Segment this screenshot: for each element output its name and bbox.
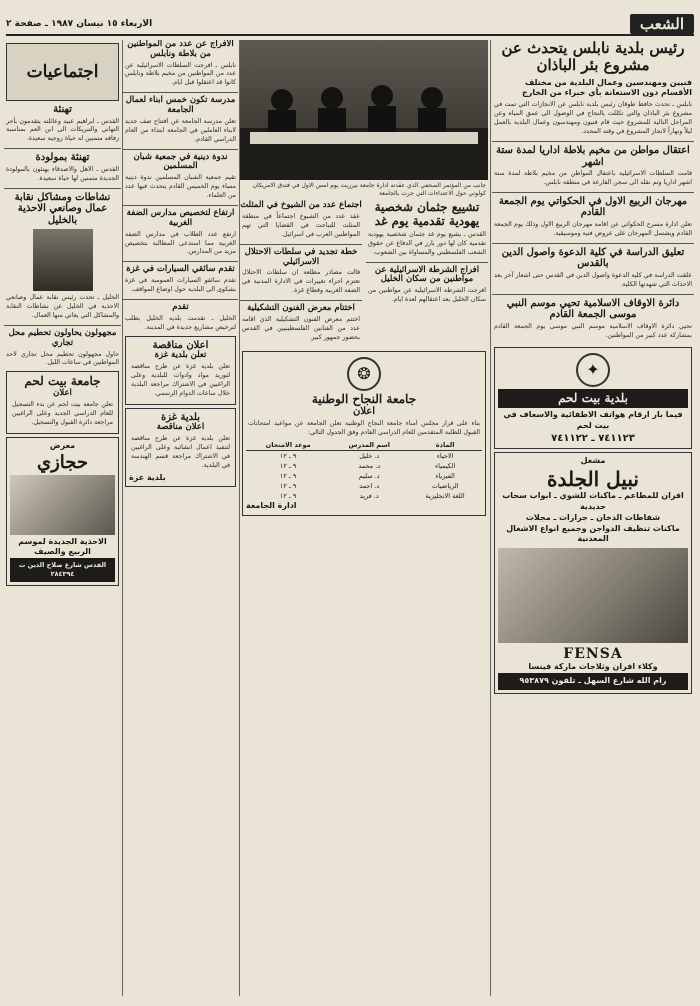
exam-table — [246, 440, 482, 501]
article-body: الخليل ـ تقدمت بلدية الخليل بطلب لترخيص مشاريع جديدة في المدينة. — [125, 314, 236, 331]
table-row: الاحياء د. خليل ٩ ـ ١٢ — [279, 451, 454, 460]
article-body: افرجت الشرطة الاسرائيلية عن مواطنين من سكان الخليل بعد اعتقالهم لعدة ايام. — [368, 287, 486, 304]
article-title: نشاطات ومشاكل نقابة عمال وصانعي الاحذية بالخليل — [14, 191, 111, 226]
article-body: عقد عدد من الشيوخ اجتماعاً في منطقة المثلث للتباحث في القضايا التي تهم المواطنين العرب في اسرائيل. — [242, 212, 360, 238]
gaza-tender-ad-2 — [125, 408, 236, 488]
article-body: قالت مصادر مطلعة ان سلطات الاحتلال تعتزم اجراء تغييرات في الادارة المدنية في الضفة الغربية وقطاع غزة. — [242, 269, 360, 295]
ad-footer: القدس شارع صلاح الدين ت ٢٨٤٣٩٤ — [10, 558, 115, 582]
ad-line: افران للمطاعم ـ ماكنات للشوي ـ ابواب سحاب حديدية — [502, 491, 684, 512]
ad-nabil-jaldeh — [494, 452, 692, 693]
article-title: تقدم سائقي السيارات في غزة — [126, 264, 235, 275]
notice-footer: ادارة الجامعة — [246, 500, 297, 510]
mid-subcolumn-left — [240, 201, 362, 345]
article-title: مجهولون يحاولون تحطيم محل تجاري — [8, 328, 117, 348]
article-title: تشييع جثمان شخصية يهودية تقدمية يوم غد — [374, 200, 480, 228]
ad-bethlehem-municipality — [494, 347, 692, 450]
university-emblem-icon: ❂ — [347, 357, 381, 391]
notice-title: جامعة النجاح الوطنية — [311, 391, 417, 406]
article-body: ارتفع عدد الطلاب في مدارس الضفة الغربية مما استدعى المطالبة بتخصيص مزيد من المدارس. — [125, 230, 236, 256]
newspaper-logo: الشعب — [630, 14, 694, 34]
midleft-column — [123, 40, 238, 998]
ad-title: بلدية بيت لحم — [498, 389, 688, 409]
lead-body: نابلس ـ تحدث حافظ طوقان رئيس بلدية نابلس عن الانجازات التي تمت في مشروع بئر الباذان والتي تكللت بالنجاح في الوصول الى عمق المياه وعن المراحل التالية للمشروع حيث قام فنيون ومهندسون وعمال البلدية بالعمل ليلاً ونهاراً لانجاز المشروع في وقته المحدد. — [494, 101, 692, 136]
article-title: تهنئة بمولودة — [35, 152, 90, 164]
ad-title: جامعة بيت لحم — [24, 374, 101, 389]
article-body: قامت السلطات الاسرائيلية باعتقال المواطن من مخيم بلاطة لمدة ستة اشهر اداريا وتم نقله الى سجن الفارعة في منطقة نابلس. — [494, 170, 692, 186]
ad-line: شفاطات الدخان ـ جرارات ـ مجلات — [525, 512, 661, 522]
social-header: اجتماعيات — [26, 62, 99, 82]
article-body: القدس ـ يشيع يوم غد جثمان شخصية يهودية تقدمية كان لها دور بارز في الدفاع عن حقوق الشعب الفلسطيني والمساواة بين الشعوب. — [368, 230, 486, 256]
ad-title: بلدية غزة — [161, 411, 200, 423]
bethlehem-university-ad — [6, 371, 119, 433]
table-row: الفيزياء د. سليم ٩ ـ ١٢ — [279, 471, 455, 480]
table-row: الكيمياء د. محمد ٩ ـ ١٢ — [279, 461, 456, 470]
article-title: خطة تجديد في سلطات الاحتلال الاسرائيلي — [244, 246, 358, 267]
article-title: مدرسة تكون خمس ابناء لعمال الجامعة — [125, 95, 236, 116]
article-body: تعلن مدرسة الجامعة عن افتتاح صف جديد لابناء العاملين في الجامعة ابتداء من العام الدراسي القادم. — [125, 117, 236, 143]
ad-text: فيما بار ارقام هواتف الاطفائية والاسعاف في بيت لحم — [503, 410, 683, 431]
ad-title: حجازي — [36, 451, 88, 473]
article-title: دائرة الاوقاف الاسلامية تحيي موسم النبي موسى الجمعة القادم — [506, 297, 680, 321]
table-header: موعد الامتحان — [246, 440, 330, 451]
table-header: اسم المدرس — [330, 440, 408, 451]
ad-body: تعلن جامعة بيت لحم عن بدء التسجيل للعام الدراسي الجديد وعلى الراغبين مراجعة دائرة القبول والتسجيل. — [12, 400, 113, 426]
social-header-box — [6, 43, 119, 101]
ad-phones: ٧٤١١٢٣ ـ ٧٤١١٢٢ — [551, 432, 635, 444]
najah-university-notice — [242, 351, 486, 516]
ad-subtitle: تعلن بلدية غزة — [154, 350, 207, 361]
ad-title: اعلان مناقصة — [152, 339, 209, 351]
article-body: الخليل ـ تحدث رئيس نقابة عمال وصانعي الاحذية في الخليل عن نشاطات النقابة والمشاكل التي يعاني منها العمال. — [6, 294, 119, 320]
table-row: اللغة الانجليزية د. فريد ٩ ـ ١٢ — [279, 491, 465, 500]
table-header: المادة — [408, 440, 482, 451]
article-title: اجتماع عدد من الشيوخ في المثلث — [240, 200, 362, 211]
ad-subtitle: اعلان مناقصة — [156, 422, 205, 433]
ad-address: رام الله شارع السهل ـ تلفون ٩٥٣٨٧٩ — [498, 673, 688, 690]
notice-subtitle: اعلان — [352, 406, 376, 418]
hijazi-shoes-ad — [6, 437, 119, 586]
article-title: ندوة دينية في جمعية شبان المسلمين — [133, 151, 228, 172]
middle-column — [240, 40, 488, 998]
article-body: تقيم جمعية الشبان المسلمين ندوة دينية مساء يوم الخميس القادم يتحدث فيها عدد من العلماء. — [125, 174, 236, 200]
oven-photo — [498, 548, 688, 643]
shoes-photo — [10, 475, 115, 535]
ad-body: الاحذية الجديدة لموسم الربيع والصيف — [18, 536, 107, 557]
press-conference-photo — [240, 40, 488, 180]
municipality-emblem-icon: ✦ — [576, 353, 610, 387]
gaza-tender-ad — [125, 336, 236, 405]
lead-deck: فنيين ومهندسين وعمال البلدية من مختلف الأقسام دون الاستعانة بأي خبراء من الخارج — [522, 77, 692, 97]
article-title: الافراج عن عدد من المواطنين من بلاطة ونابلس — [127, 40, 234, 59]
article-title: تقدم — [172, 302, 189, 313]
ad-brand: FENSA — [563, 646, 623, 663]
photo-caption: جانب من المؤتمر الصحفي الذي عقدته ادارة جامعة بيرزيت يوم امس الاول في فندق الامريكان كولوني حول الاعتداءات التي جرت بالجامعة — [252, 182, 486, 198]
right-column — [492, 40, 694, 998]
lead-headline: رئيس بلدية نابلس يتحدث عن مشروع بئر الباذان — [501, 40, 685, 75]
article-body: تقدم سائقو السيارات العمومية في غزة بشكوى الى البلدية حول اوضاع المواقف. — [125, 277, 236, 294]
ad-subtitle: معرض — [49, 440, 76, 450]
article-title: تعليق الدراسة في كلية الدعوة واصول الدين بالقدس — [501, 246, 685, 270]
ad-body: تعلن بلدية غزة عن طرح مناقصة لتوريد مواد وادوات للبلدية وعلى الراغبين في الاشتراك مراجعة البلدية خلال ساعات الدوام الرسمي. — [131, 362, 230, 397]
article-title: افراج الشرطة الاسرائيلية عن مواطنين من سكان الخليل — [374, 264, 480, 285]
article-title: مهرجان الربيع الاول في الحكواتي يوم الجمعة القادم — [498, 195, 688, 219]
mid-subcolumn-right — [366, 201, 488, 345]
dateline: الاربعاء ١٥ نيسان ١٩٨٧ ـ صفحة ٢ — [6, 19, 153, 29]
ad-top: مشغل — [580, 456, 606, 466]
article-body: تعلن ادارة مسرح الحكواتي عن اقامة مهرجان الربيع الاول وذلك يوم الجمعة القادم ويشتمل المهرجان على عروض فنية وموسيقية. — [494, 220, 692, 237]
article-body: القدس ـ الاهل والاصدقاء يهنئون بالمولودة الجديدة متمنين لها حياة سعيدة. — [6, 165, 119, 182]
article-title: تهنئة — [53, 104, 72, 115]
article-title: ارتفاع لتخصيص مدارس الضفة الغربية — [126, 208, 235, 228]
ad-subtitle: اعلان — [53, 388, 72, 399]
ad-agent: وكلاء افران وثلاجات ماركة فينسا — [528, 662, 658, 672]
ad-footer: بلدية غزة — [129, 472, 166, 482]
photo-figures — [240, 40, 488, 180]
ad-body: تعلن بلدية غزة عن طرح مناقصة لتنفيذ اعمال انشائية وعلى الراغبين في الاشتراك مراجعة قسم الهندسة في البلدية. — [131, 434, 230, 469]
ad-title: نبيل الجلدة — [547, 467, 639, 492]
article-body: نابلس ـ افرجت السلطات الاسرائيلية عن عدد من المواطنين من مخيم بلاطة ونابلس كانوا قد اعتقلوا قبل ايام. — [125, 61, 236, 87]
ad-line: ماكنات تنظيف الدواجن وجميع انواع الاشغال المعدنية — [506, 523, 680, 544]
article-body: اختتم معرض الفنون التشكيلية الذي اقامه عدد من الفنانين الفلسطينيين في القدس بحضور جمهور كبير. — [242, 315, 360, 341]
article-body: علقت الدراسة في كلية الدعوة واصول الدين في القدس حتى اشعار آخر بعد الاحداث التي شهدتها الكلية. — [494, 271, 692, 288]
left-column — [4, 40, 121, 998]
notice-body: بناء على قرار مجلس امناء جامعة النجاح الوطنية تعلن الجامعة عن مواعيد امتحانات القبول للطلبة المتقدمين للعام الدراسي القادم وفق الجدول التالي: — [248, 419, 480, 436]
table-row: الرياضيات د. احمد ٩ ـ ١٢ — [279, 481, 459, 490]
article-body: تحيي دائرة الاوقاف الاسلامية موسم النبي موسى يوم الجمعة القادم بمشاركة عدد كبير من المواطنين. — [494, 322, 692, 339]
masthead — [6, 14, 694, 36]
article-body: حاول مجهولون تحطيم محل تجاري لاحد المواطنين في ساعات الليل. — [6, 350, 119, 367]
portrait-photo — [33, 229, 93, 291]
article-body: القدس ـ ابراهيم عبيد وعائلته يتقدمون بأحر التهاني والتبريكات الى ابن العم بمناسبة زفافه متمنين له حياة زوجية سعيدة. — [6, 117, 119, 143]
article-title: اختتام معرض الفنون التشكيلية — [247, 303, 355, 314]
article-title: اعتقال مواطن من مخيم بلاطة اداريا لمدة ستة اشهر — [496, 145, 690, 168]
